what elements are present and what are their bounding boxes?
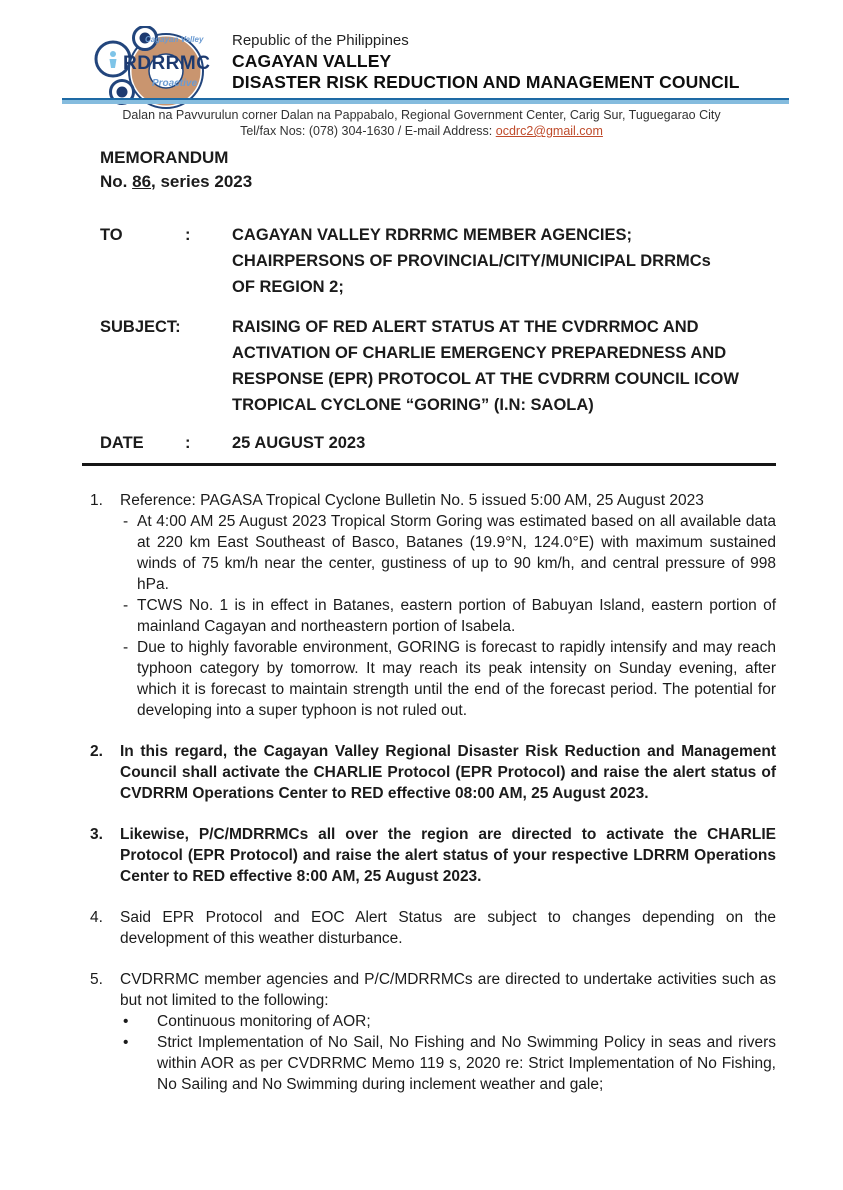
item-paragraph: Reference: PAGASA Tropical Cyclone Bulletin No. 5 issued 5:00 AM, 25 August 2023 bbox=[120, 492, 704, 509]
sub-item-text: TCWS No. 1 is in effect in Batanes, eastern portion of Babuyan Island, eastern portion of mainland Cagayan and northeastern portion of Isabela. bbox=[137, 597, 776, 635]
header-divider-rule bbox=[62, 98, 789, 104]
item-text-block bbox=[120, 969, 776, 1095]
bullet-marker: • bbox=[123, 1034, 129, 1051]
dash-marker: - bbox=[123, 597, 129, 614]
memo-number-line bbox=[82, 172, 776, 192]
sub-item bbox=[123, 637, 776, 721]
sub-item bbox=[123, 511, 776, 595]
date-colon: : bbox=[185, 434, 191, 452]
contact-line bbox=[0, 124, 843, 138]
email-link[interactable]: ocdrc2@gmail.com bbox=[495, 124, 603, 138]
item-number: 3. bbox=[90, 826, 103, 843]
item-text-block bbox=[120, 490, 776, 721]
dash-marker: - bbox=[123, 513, 129, 530]
item-text-block bbox=[120, 741, 776, 804]
item-text-block bbox=[120, 824, 776, 887]
body-item-1 bbox=[82, 490, 776, 721]
bullet-item bbox=[123, 1011, 776, 1032]
body-item-4 bbox=[82, 907, 776, 949]
memo-title: MEMORANDUM bbox=[100, 148, 229, 167]
logo-motto-text: Proactive bbox=[152, 78, 198, 89]
bullet-text: Continuous monitoring of AOR; bbox=[157, 1013, 371, 1030]
date-field bbox=[82, 430, 776, 456]
org-name-line1: CAGAYAN VALLEY bbox=[232, 51, 392, 71]
memo-content bbox=[82, 148, 776, 1115]
to-label: TO bbox=[100, 226, 123, 244]
item-text-block bbox=[120, 907, 776, 949]
body-item-3 bbox=[82, 824, 776, 887]
item-paragraph: Likewise, P/C/MDRRMCs all over the region are directed to activate the CHARLIE Protocol (EPR Protocol) and raise the alert status of your respective LDRRM Operations Center to RED effective 8:00 AM, 25 August 2023. bbox=[120, 826, 776, 885]
org-name-line2: DISASTER RISK REDUCTION AND MANAGEMENT COUNCIL bbox=[232, 72, 740, 93]
dash-marker: - bbox=[123, 639, 129, 656]
logo-region-text: Cagayan Valley bbox=[145, 35, 204, 44]
to-value bbox=[232, 222, 776, 300]
item-paragraph: CVDRRMC member agencies and P/C/MDRRMCs are directed to undertake activities such as but not limited to the following: bbox=[120, 971, 776, 1009]
memo-body bbox=[82, 490, 776, 1095]
to-line: CAGAYAN VALLEY RDRRMC MEMBER AGENCIES; bbox=[232, 226, 633, 244]
item-number: 5. bbox=[90, 971, 103, 988]
body-item-5 bbox=[82, 969, 776, 1095]
item-paragraph: In this regard, the Cagayan Valley Regional Disaster Risk Reduction and Management Council shall activate the CHARLIE Protocol (EPR Protocol) and raise the alert status of CVDRRM Operations Center to RED effective 08:00 AM, 25 August 2023. bbox=[120, 743, 776, 802]
sub-item bbox=[123, 595, 776, 637]
date-label: DATE bbox=[100, 434, 144, 452]
telfax-text: Tel/fax Nos: (078) 304-1630 / E-mail Address: bbox=[240, 124, 496, 138]
item-number: 4. bbox=[90, 909, 103, 926]
to-line: CHAIRPERSONS OF PROVINCIAL/CITY/MUNICIPAL DRRMCs bbox=[232, 252, 711, 270]
date-value: 25 AUGUST 2023 bbox=[232, 434, 366, 452]
subject-line: RESPONSE (EPR) PROTOCOL AT THE CVDRRM COUNCIL ICOW bbox=[232, 370, 739, 388]
subject-line: ACTIVATION OF CHARLIE EMERGENCY PREPAREDNESS AND bbox=[232, 344, 727, 362]
subject-field bbox=[82, 314, 776, 418]
republic-line: Republic of the Philippines bbox=[232, 32, 409, 49]
letterhead bbox=[232, 32, 740, 94]
logo-acronym: RDRRMC bbox=[123, 53, 211, 74]
bullet-item bbox=[123, 1032, 776, 1095]
memo-no-value: 86 bbox=[132, 172, 152, 191]
date-divider-rule bbox=[82, 463, 776, 466]
item-number: 1. bbox=[90, 492, 103, 509]
bullet-text: Strict Implementation of No Sail, No Fishing and No Swimming Policy in seas and rivers within AOR as per CVDRRMC Memo 119 s, 2020 re: Strict Implementation of No Fishing, No Sailing and No Swimming during inclement weather and gale; bbox=[157, 1034, 776, 1093]
to-colon: : bbox=[185, 226, 191, 244]
to-field bbox=[82, 222, 776, 300]
subject-value bbox=[232, 314, 776, 418]
bullet-marker: • bbox=[123, 1013, 129, 1030]
sub-item-text: Due to highly favorable environment, GORING is forecast to rapidly intensify and may reach typhoon category by tomorrow. It may reach its peak intensity on Sunday evening, after which it is forecast to maintain strength until the end of the forecast period. The potential for developing into a super typhoon is not ruled out. bbox=[137, 639, 776, 719]
address-line: Dalan na Pavvurulun corner Dalan na Pappabalo, Regional Government Center, Carig Sur, Tuguegarao City bbox=[122, 108, 721, 122]
subject-line: TROPICAL CYCLONE “GORING” (I.N: SAOLA) bbox=[232, 396, 594, 414]
body-item-2 bbox=[82, 741, 776, 804]
subject-line: RAISING OF RED ALERT STATUS AT THE CVDRRMOC AND bbox=[232, 318, 699, 336]
item-number: 2. bbox=[90, 743, 103, 760]
memo-no-prefix: No. bbox=[100, 172, 133, 191]
subject-label: SUBJECT: bbox=[100, 318, 181, 336]
to-line: OF REGION 2; bbox=[232, 278, 344, 296]
sub-item-text: At 4:00 AM 25 August 2023 Tropical Storm Goring was estimated based on all available data at 220 km East Southeast of Basco, Batanes (19.9°N, 124.0°E) with maximum sustained winds of 75 km/h near the center, gustiness of up to 90 km/h, and central pressure of 998 hPa. bbox=[137, 513, 776, 593]
item-paragraph: Said EPR Protocol and EOC Alert Status are subject to changes depending on the development of this weather disturbance. bbox=[120, 909, 776, 947]
memo-no-suffix: , series 2023 bbox=[151, 172, 253, 191]
